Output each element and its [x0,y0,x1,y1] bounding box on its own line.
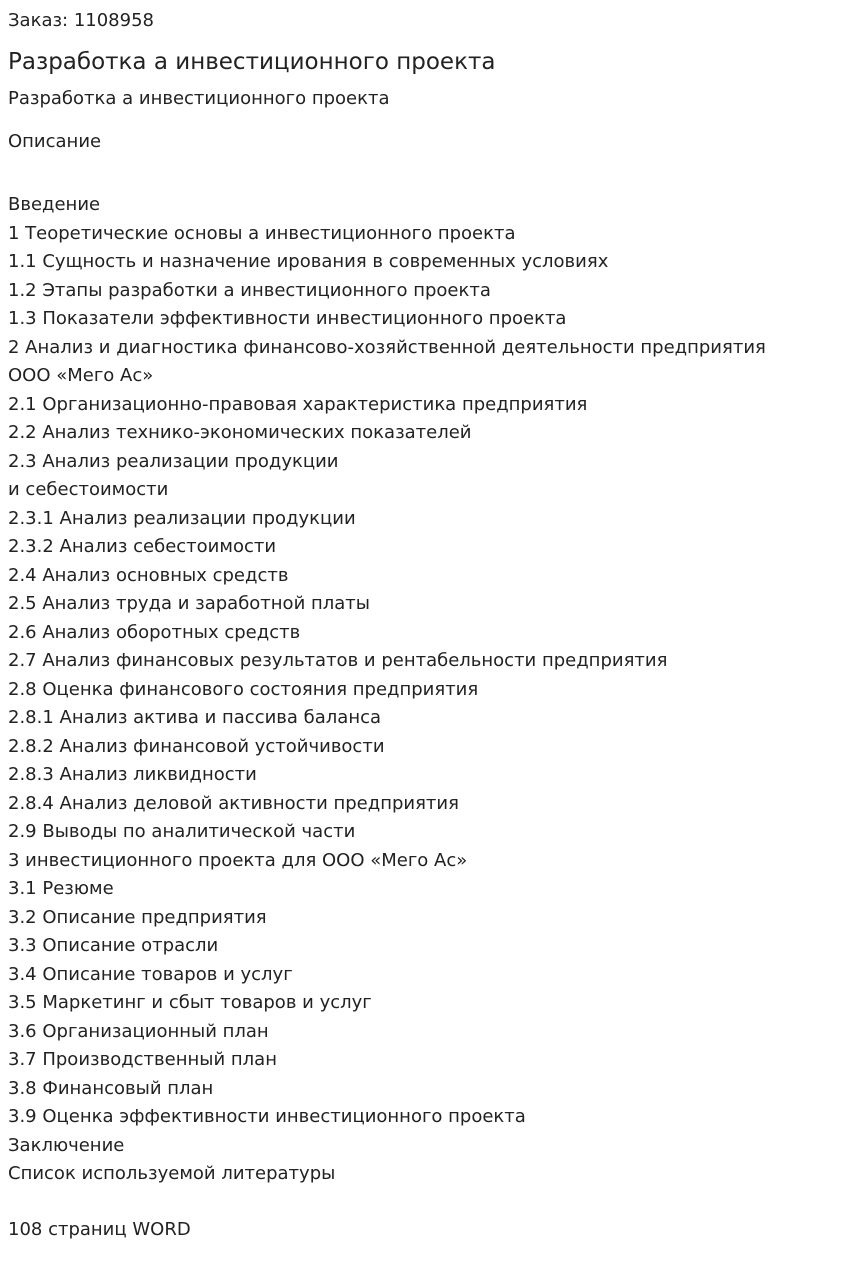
toc-item: 3.2 Описание предприятия [8,906,267,928]
toc-item: 2.3.2 Анализ себестоимости [8,536,277,557]
toc-item: 3.6 Организационный план [8,1020,269,1042]
toc-item: 2.8.2 Анализ финансовой устойчивости [8,735,385,757]
toc-item: Введение [8,194,101,215]
toc-item: 2.3 Анализ реализации продукции [8,450,339,472]
page-title: Разработка а инвестиционного проекта [8,49,496,75]
toc-item: ООО «Мего Ас» [8,365,154,386]
toc-item: 3.1 Резюме [8,878,114,899]
toc-item: 1 Теоретические основы а инвестиционного проекта [8,222,516,244]
toc-item: 2.4 Анализ основных средств [8,564,289,586]
description-heading: Описание [8,131,102,152]
toc-item: 3.8 Финансовый план [8,1077,214,1099]
toc-item: 3.3 Описание отрасли [8,935,219,956]
toc-item: 2.5 Анализ труда и заработной платы [8,593,370,614]
toc-item: 2.8 Оценка финансового состояния предприятия [8,678,479,700]
toc-item: 3 инвестиционного проекта для ООО «Мего Ас» [8,849,468,871]
toc-item: 2.8.4 Анализ деловой активности предприятия [8,792,459,814]
toc-item: 2.3.1 Анализ реализации продукции [8,507,356,529]
toc-item: 1.3 Показатели эффективности инвестиционного проекта [8,308,567,329]
toc-item: 3.4 Описание товаров и услуг [8,963,293,985]
toc-item: Заключение [8,1134,125,1156]
toc-item: 3.7 Производственный план [8,1049,277,1070]
toc-item: и себестоимости [8,479,169,500]
page-subtitle: Разработка а инвестиционного проекта [8,88,390,109]
toc-item: 1.2 Этапы разработки а инвестиционного проекта [8,279,491,301]
order-number: Заказ: 1108958 [8,10,154,31]
toc-item: 2 Анализ и диагностика финансово-хозяйственной деятельности предприятия [8,336,766,358]
table-of-contents [8,191,766,1189]
toc-item: 1.1 Сущность и назначение ирования в современных условиях [8,251,609,272]
toc-item: 3.9 Оценка эффективности инвестиционного проекта [8,1106,526,1127]
toc-item: 2.7 Анализ финансовых результатов и рентабельности предприятия [8,650,668,671]
toc-item: 3.5 Маркетинг и сбыт товаров и услуг [8,992,372,1013]
toc-item: 2.2 Анализ технико-экономических показателей [8,422,472,443]
toc-item: 2.9 Выводы по аналитической части [8,821,356,842]
toc-item: 2.6 Анализ оборотных средств [8,621,301,643]
page-count-note: 108 страниц WORD [8,1219,191,1240]
toc-item: Список используемой литературы [8,1163,336,1184]
toc-item: 2.8.1 Анализ актива и пассива баланса [8,707,382,728]
toc-item: 2.1 Организационно-правовая характеристика предприятия [8,393,588,415]
toc-item: 2.8.3 Анализ ликвидности [8,764,257,785]
